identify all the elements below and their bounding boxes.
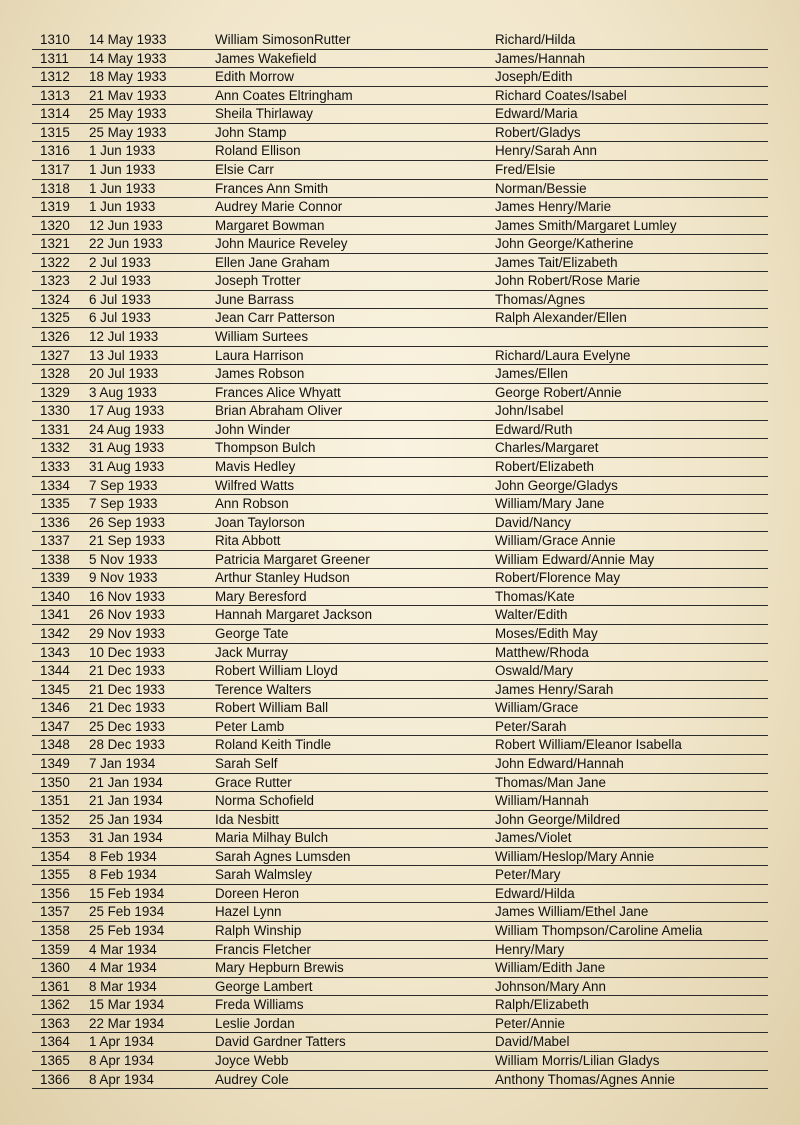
table-row bbox=[32, 105, 768, 124]
parents-names: Anthony Thomas/Agnes Annie bbox=[495, 1071, 675, 1087]
entry-number: 1351 bbox=[40, 793, 70, 809]
child-name: Frances Ann Smith bbox=[215, 180, 329, 196]
child-name: William SimosonRutter bbox=[215, 32, 351, 47]
entry-number: 1326 bbox=[40, 329, 70, 344]
entry-date: 21 Jan 1934 bbox=[89, 793, 163, 809]
parents-names: William/Edith Jane bbox=[495, 960, 606, 976]
table-row bbox=[32, 1052, 768, 1071]
table-row bbox=[32, 625, 768, 644]
entry-number: 1336 bbox=[40, 514, 70, 530]
table-row bbox=[32, 588, 768, 607]
entry-date: 21 Sep 1933 bbox=[89, 533, 165, 549]
baptism-register-table bbox=[32, 31, 768, 1089]
parents-names: John Edward/Hannah bbox=[495, 755, 624, 771]
table-row bbox=[32, 792, 768, 811]
entry-date: 26 Sep 1933 bbox=[89, 514, 165, 530]
entry-date: 25 Jan 1934 bbox=[89, 811, 163, 827]
entry-number: 1314 bbox=[40, 106, 70, 122]
entry-number: 1330 bbox=[40, 403, 70, 419]
entry-date: 1 Jun 1933 bbox=[89, 180, 156, 196]
parents-names: Richard/Laura Evelyne bbox=[495, 347, 631, 363]
parents-names: Moses/Edith May bbox=[495, 626, 598, 641]
table-row bbox=[32, 272, 768, 291]
parents-names: David/Mabel bbox=[495, 1034, 570, 1050]
parents-names: James/Ellen bbox=[495, 366, 568, 382]
table-row bbox=[32, 458, 768, 477]
entry-date: 24 Aug 1933 bbox=[89, 421, 165, 437]
entry-date: 2 Jul 1933 bbox=[89, 254, 151, 270]
child-name: Margaret Bowman bbox=[215, 217, 325, 233]
parents-names: Henry/Mary bbox=[495, 941, 565, 957]
parents-names: Joseph/Edith bbox=[495, 69, 573, 85]
entry-date: 2 Jul 1933 bbox=[89, 273, 151, 289]
child-name: Jean Carr Patterson bbox=[215, 310, 335, 326]
parents-names: Edward/Hilda bbox=[495, 885, 575, 901]
table-row bbox=[32, 68, 768, 87]
child-name: Maria Milhay Bulch bbox=[215, 830, 329, 846]
parents-names: Norman/Bessie bbox=[495, 180, 587, 196]
entry-number: 1316 bbox=[40, 143, 70, 159]
table-row bbox=[32, 606, 768, 625]
parents-names: James/Violet bbox=[495, 830, 572, 846]
child-name: Audrey Cole bbox=[215, 1071, 289, 1087]
table-row bbox=[32, 384, 768, 403]
table-row bbox=[32, 477, 768, 496]
parents-names: William/Grace Annie bbox=[495, 533, 616, 549]
child-name: Francis Fletcher bbox=[215, 941, 311, 957]
parents-names: Robert/Elizabeth bbox=[495, 458, 594, 474]
entry-number: 1335 bbox=[40, 496, 70, 512]
entry-date: 31 Aug 1933 bbox=[89, 440, 165, 456]
table-row bbox=[32, 1033, 768, 1052]
table-row bbox=[32, 978, 768, 997]
child-name: Grace Rutter bbox=[215, 774, 292, 790]
entry-date: 18 May 1933 bbox=[89, 69, 167, 85]
child-name: Leslie Jordan bbox=[215, 1015, 295, 1031]
entry-date: 29 Nov 1933 bbox=[89, 626, 165, 641]
child-name: Terence Walters bbox=[215, 681, 312, 697]
entry-number: 1332 bbox=[40, 440, 70, 456]
child-name: William Surtees bbox=[215, 329, 309, 344]
child-name: Frances Alice Whyatt bbox=[215, 384, 341, 400]
entry-number: 1344 bbox=[40, 663, 70, 679]
table-row bbox=[32, 328, 768, 347]
entry-number: 1339 bbox=[40, 570, 70, 586]
child-name: Laura Harrison bbox=[215, 347, 304, 363]
child-name: Freda Williams bbox=[215, 997, 304, 1013]
table-row bbox=[32, 161, 768, 180]
entry-date: 25 Feb 1934 bbox=[89, 923, 165, 938]
table-row bbox=[32, 87, 768, 106]
entry-date: 31 Jan 1934 bbox=[89, 830, 163, 846]
entry-number: 1312 bbox=[40, 69, 70, 85]
entry-date: 14 May 1933 bbox=[89, 32, 167, 47]
entry-date: 9 Nov 1933 bbox=[89, 570, 158, 586]
parents-names: William Morris/Lilian Gladys bbox=[495, 1052, 660, 1068]
entry-date: 28 Dec 1933 bbox=[89, 737, 165, 753]
table-row bbox=[32, 347, 768, 366]
table-row bbox=[32, 254, 768, 273]
child-name: Norma Schofield bbox=[215, 793, 314, 809]
entry-number: 1310 bbox=[40, 32, 70, 47]
child-name: Sheila Thirlaway bbox=[215, 106, 313, 122]
table-row bbox=[32, 699, 768, 718]
entry-date: 1 Jun 1933 bbox=[89, 143, 156, 159]
entry-date: 8 Apr 1934 bbox=[89, 1052, 154, 1068]
entry-number: 1331 bbox=[40, 421, 70, 437]
table-row bbox=[32, 31, 768, 50]
table-row bbox=[32, 1071, 768, 1090]
parents-names: William/Mary Jane bbox=[495, 496, 605, 512]
entry-number: 1364 bbox=[40, 1034, 70, 1050]
parents-names: Matthew/Rhoda bbox=[495, 644, 589, 660]
table-row bbox=[32, 142, 768, 161]
parents-names: Peter/Sarah bbox=[495, 718, 567, 734]
entry-number: 1359 bbox=[40, 941, 70, 957]
parents-names: James William/Ethel Jane bbox=[495, 904, 649, 920]
table-row bbox=[32, 848, 768, 867]
entry-number: 1356 bbox=[40, 885, 70, 901]
entry-date: 31 Aug 1933 bbox=[89, 458, 165, 474]
child-name: Robert William Lloyd bbox=[215, 663, 338, 679]
entry-number: 1317 bbox=[40, 161, 70, 177]
parents-names: Henry/Sarah Ann bbox=[495, 143, 597, 159]
entry-number: 1321 bbox=[40, 236, 70, 252]
child-name: Joan Taylorson bbox=[215, 514, 305, 530]
entry-date: 26 Nov 1933 bbox=[89, 607, 165, 623]
entry-date: 21 Dec 1933 bbox=[89, 663, 165, 679]
entry-date: 14 May 1933 bbox=[89, 50, 167, 66]
child-name: Jack Murray bbox=[215, 644, 288, 660]
child-name: Wilfred Watts bbox=[215, 477, 295, 493]
entry-date: 25 Dec 1933 bbox=[89, 718, 165, 734]
child-name: David Gardner Tatters bbox=[215, 1034, 346, 1050]
parents-names: William/Heslop/Mary Annie bbox=[495, 848, 655, 864]
child-name: James Wakefield bbox=[215, 50, 317, 66]
entry-date: 4 Mar 1934 bbox=[89, 941, 157, 957]
table-row bbox=[32, 681, 768, 700]
table-row bbox=[32, 495, 768, 514]
child-name: Peter Lamb bbox=[215, 718, 285, 734]
entry-number: 1352 bbox=[40, 811, 70, 827]
table-row bbox=[32, 291, 768, 310]
table-row bbox=[32, 774, 768, 793]
entry-number: 1350 bbox=[40, 774, 70, 790]
entry-number: 1322 bbox=[40, 254, 70, 270]
entry-date: 22 Jun 1933 bbox=[89, 236, 163, 252]
entry-number: 1349 bbox=[40, 755, 70, 771]
entry-date: 8 Feb 1934 bbox=[89, 867, 157, 883]
parents-names: Peter/Mary bbox=[495, 867, 561, 883]
parents-names: James Smith/Margaret Lumley bbox=[495, 217, 677, 233]
table-row bbox=[32, 1015, 768, 1034]
table-row bbox=[32, 662, 768, 681]
table-row bbox=[32, 885, 768, 904]
table-row bbox=[32, 644, 768, 663]
entry-date: 6 Jul 1933 bbox=[89, 291, 151, 307]
parents-names: John Robert/Rose Marie bbox=[495, 273, 641, 289]
entry-date: 12 Jul 1933 bbox=[89, 329, 159, 344]
parents-names: Ralph Alexander/Ellen bbox=[495, 310, 627, 326]
child-name: George Lambert bbox=[215, 978, 313, 994]
parents-names: Edward/Ruth bbox=[495, 421, 573, 437]
child-name: John Winder bbox=[215, 421, 291, 437]
child-name: Sarah Walmsley bbox=[215, 867, 312, 883]
entry-number: 1327 bbox=[40, 347, 70, 363]
parents-names: Peter/Annie bbox=[495, 1015, 565, 1031]
entry-number: 1337 bbox=[40, 533, 70, 549]
entry-number: 1365 bbox=[40, 1052, 70, 1068]
parents-names: Robert/Florence May bbox=[495, 570, 621, 586]
entry-date: 21 Dec 1933 bbox=[89, 700, 165, 716]
entry-number: 1313 bbox=[40, 87, 70, 103]
parents-names: David/Nancy bbox=[495, 514, 571, 530]
child-name: Elsie Carr bbox=[215, 161, 274, 177]
table-row bbox=[32, 180, 768, 199]
parents-names: Ralph/Elizabeth bbox=[495, 997, 589, 1013]
parents-names: Johnson/Mary Ann bbox=[495, 978, 606, 994]
entry-number: 1311 bbox=[40, 50, 69, 66]
child-name: Patricia Margaret Greener bbox=[215, 551, 370, 567]
child-name: John Stamp bbox=[215, 124, 287, 140]
child-name: Joseph Trotter bbox=[215, 273, 301, 289]
entry-date: 8 Feb 1934 bbox=[89, 848, 157, 864]
entry-number: 1348 bbox=[40, 737, 70, 753]
parents-names: James Henry/Marie bbox=[495, 199, 612, 215]
parents-names: Charles/Margaret bbox=[495, 440, 599, 456]
child-name: Ellen Jane Graham bbox=[215, 254, 330, 270]
parents-names: William/Grace bbox=[495, 700, 579, 716]
table-row bbox=[32, 903, 768, 922]
entry-date: 17 Aug 1933 bbox=[89, 403, 165, 419]
entry-date: 21 Jan 1934 bbox=[89, 774, 163, 790]
entry-date: 7 Sep 1933 bbox=[89, 496, 158, 512]
child-name: Mary Hepburn Brewis bbox=[215, 960, 344, 976]
entry-date: 25 May 1933 bbox=[89, 106, 167, 122]
entry-number: 1361 bbox=[40, 978, 70, 994]
table-row bbox=[32, 50, 768, 69]
child-name: Audrey Marie Connor bbox=[215, 199, 343, 215]
child-name: Mary Beresford bbox=[215, 588, 307, 604]
entry-number: 1328 bbox=[40, 366, 70, 382]
parents-names: Richard/Hilda bbox=[495, 32, 576, 47]
table-row bbox=[32, 718, 768, 737]
table-row bbox=[32, 439, 768, 458]
entry-number: 1357 bbox=[40, 904, 70, 920]
child-name: Ida Nesbitt bbox=[215, 811, 280, 827]
entry-number: 1353 bbox=[40, 830, 70, 846]
entry-number: 1318 bbox=[40, 180, 70, 196]
child-name: George Tate bbox=[215, 626, 289, 641]
child-name: Joyce Webb bbox=[215, 1052, 289, 1068]
parents-names: Walter/Edith bbox=[495, 607, 568, 623]
child-name: Roland Keith Tindle bbox=[215, 737, 332, 753]
table-row bbox=[32, 922, 768, 941]
entry-number: 1362 bbox=[40, 997, 70, 1013]
entry-number: 1355 bbox=[40, 867, 70, 883]
parents-names: Thomas/Agnes bbox=[495, 291, 586, 307]
entry-date: 22 Mar 1934 bbox=[89, 1015, 165, 1031]
table-row bbox=[32, 217, 768, 236]
entry-date: 8 Mar 1934 bbox=[89, 978, 157, 994]
entry-date: 21 Dec 1933 bbox=[89, 681, 165, 697]
table-row bbox=[32, 235, 768, 254]
entry-date: 6 Jul 1933 bbox=[89, 310, 151, 326]
table-row bbox=[32, 996, 768, 1015]
parents-names: Fred/Elsie bbox=[495, 161, 556, 177]
entry-number: 1340 bbox=[40, 588, 70, 604]
entry-number: 1343 bbox=[40, 644, 70, 660]
entry-number: 1346 bbox=[40, 700, 70, 716]
entry-date: 3 Aug 1933 bbox=[89, 384, 157, 400]
parents-names: William Edward/Annie May bbox=[495, 551, 655, 567]
table-row bbox=[32, 514, 768, 533]
parents-names: John/Isabel bbox=[495, 403, 564, 419]
entry-number: 1341 bbox=[40, 607, 70, 623]
entry-number: 1358 bbox=[40, 923, 70, 938]
parents-names: Edward/Maria bbox=[495, 106, 578, 122]
child-name: Thompson Bulch bbox=[215, 440, 316, 456]
child-name: Arthur Stanley Hudson bbox=[215, 570, 350, 586]
table-row bbox=[32, 365, 768, 384]
entry-number: 1320 bbox=[40, 217, 70, 233]
entry-number: 1342 bbox=[40, 626, 70, 641]
table-row bbox=[32, 124, 768, 143]
child-name: Sarah Agnes Lumsden bbox=[215, 848, 351, 864]
child-name: Roland Ellison bbox=[215, 143, 301, 159]
parents-names: James Tait/Elizabeth bbox=[495, 254, 618, 270]
entry-date: 20 Jul 1933 bbox=[89, 366, 159, 382]
parents-names: Richard Coates/Isabel bbox=[495, 87, 627, 103]
entry-number: 1334 bbox=[40, 477, 70, 493]
table-row bbox=[32, 569, 768, 588]
child-name: Ann Robson bbox=[215, 496, 289, 512]
parents-names: Thomas/Kate bbox=[495, 588, 575, 604]
entry-date: 15 Feb 1934 bbox=[89, 885, 165, 901]
child-name: Ann Coates Eltringham bbox=[215, 87, 353, 103]
child-name: Rita Abbott bbox=[215, 533, 281, 549]
entry-date: 5 Nov 1933 bbox=[89, 551, 158, 567]
table-row bbox=[32, 198, 768, 217]
entry-number: 1319 bbox=[40, 199, 70, 215]
table-row bbox=[32, 829, 768, 848]
entry-date: 7 Jan 1934 bbox=[89, 755, 156, 771]
table-row bbox=[32, 755, 768, 774]
child-name: Brian Abraham Oliver bbox=[215, 403, 343, 419]
table-row bbox=[32, 532, 768, 551]
parents-names: Oswald/Mary bbox=[495, 663, 574, 679]
child-name: Robert William Ball bbox=[215, 700, 329, 716]
parents-names: Robert/Gladys bbox=[495, 124, 581, 140]
table-row bbox=[32, 866, 768, 885]
entry-number: 1338 bbox=[40, 551, 70, 567]
parents-names: James/Hannah bbox=[495, 50, 586, 66]
table-row bbox=[32, 551, 768, 570]
child-name: Sarah Self bbox=[215, 755, 278, 771]
entry-number: 1360 bbox=[40, 960, 70, 976]
entry-date: 12 Jun 1933 bbox=[89, 217, 163, 233]
parents-names: John George/Mildred bbox=[495, 811, 621, 827]
child-name: James Robson bbox=[215, 366, 305, 382]
parents-names: Thomas/Man Jane bbox=[495, 774, 606, 790]
table-row bbox=[32, 402, 768, 421]
parents-names: John George/Gladys bbox=[495, 477, 618, 493]
table-row bbox=[32, 941, 768, 960]
child-name: Hazel Lynn bbox=[215, 904, 282, 920]
entry-date: 4 Mar 1934 bbox=[89, 960, 157, 976]
entry-number: 1354 bbox=[40, 848, 70, 864]
parents-names: James Henry/Sarah bbox=[495, 681, 614, 697]
child-name: June Barrass bbox=[215, 291, 294, 307]
table-row bbox=[32, 421, 768, 440]
entry-number: 1363 bbox=[40, 1015, 70, 1031]
entry-date: 1 Apr 1934 bbox=[89, 1034, 154, 1050]
parents-names: Robert William/Eleanor Isabella bbox=[495, 737, 682, 753]
entry-date: 21 Mav 1933 bbox=[89, 87, 167, 103]
parents-names: William/Hannah bbox=[495, 793, 589, 809]
parents-names: William Thompson/Caroline Amelia bbox=[495, 923, 703, 938]
entry-date: 13 Jul 1933 bbox=[89, 347, 159, 363]
table-row bbox=[32, 811, 768, 830]
entry-number: 1329 bbox=[40, 384, 70, 400]
table-row bbox=[32, 959, 768, 978]
table-row bbox=[32, 309, 768, 328]
entry-date: 1 Jun 1933 bbox=[89, 161, 156, 177]
table-row bbox=[32, 736, 768, 755]
parents-names: George Robert/Annie bbox=[495, 384, 622, 400]
entry-number: 1366 bbox=[40, 1071, 70, 1087]
child-name: Edith Morrow bbox=[215, 69, 294, 85]
entry-number: 1315 bbox=[40, 124, 70, 140]
child-name: Doreen Heron bbox=[215, 885, 300, 901]
entry-date: 7 Sep 1933 bbox=[89, 477, 158, 493]
entry-number: 1333 bbox=[40, 458, 70, 474]
child-name: John Maurice Reveley bbox=[215, 236, 348, 252]
child-name: Hannah Margaret Jackson bbox=[215, 607, 373, 623]
entry-number: 1345 bbox=[40, 681, 70, 697]
parents-names: John George/Katherine bbox=[495, 236, 634, 252]
entry-date: 15 Mar 1934 bbox=[89, 997, 165, 1013]
entry-date: 25 Feb 1934 bbox=[89, 904, 165, 920]
child-name: Mavis Hedley bbox=[215, 458, 296, 474]
entry-date: 16 Nov 1933 bbox=[89, 588, 165, 604]
entry-number: 1325 bbox=[40, 310, 70, 326]
entry-date: 10 Dec 1933 bbox=[89, 644, 165, 660]
entry-number: 1347 bbox=[40, 718, 70, 734]
entry-number: 1323 bbox=[40, 273, 70, 289]
child-name: Ralph Winship bbox=[215, 923, 302, 938]
entry-date: 25 May 1933 bbox=[89, 124, 167, 140]
entry-date: 1 Jun 1933 bbox=[89, 199, 156, 215]
entry-date: 8 Apr 1934 bbox=[89, 1071, 154, 1087]
entry-number: 1324 bbox=[40, 291, 70, 307]
